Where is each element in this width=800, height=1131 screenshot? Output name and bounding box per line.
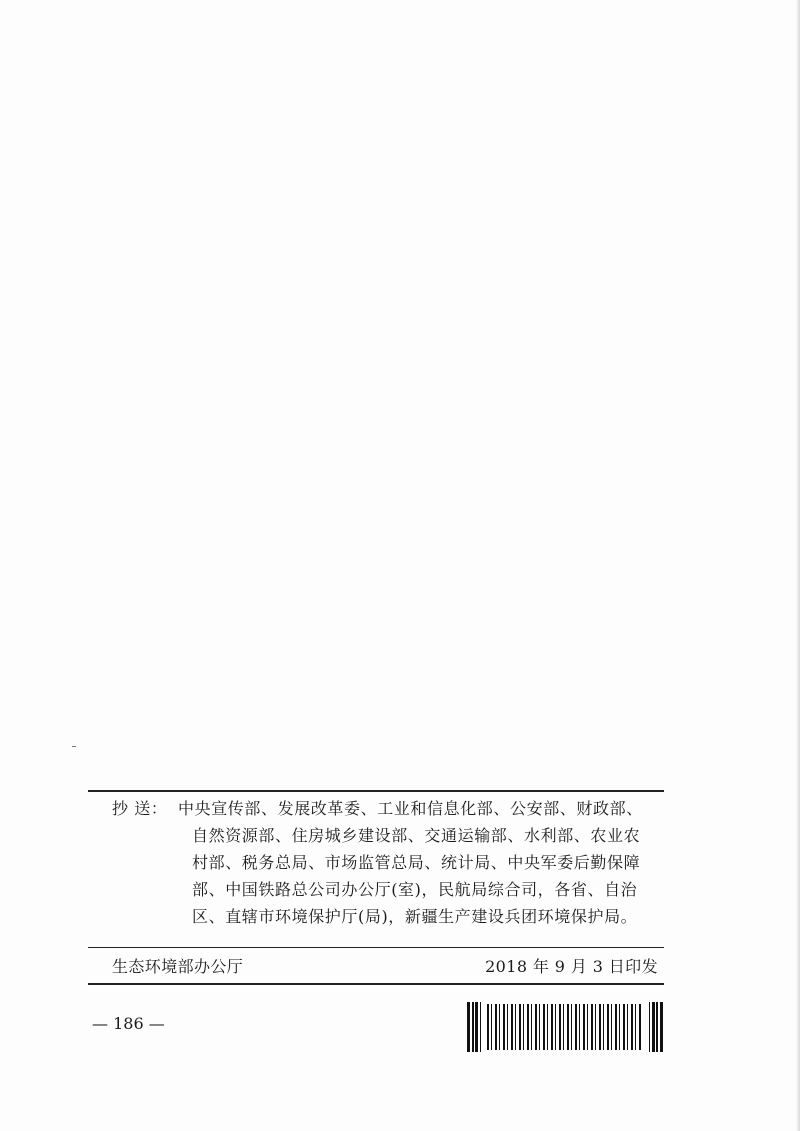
page-number: — 186 — [92,1014,165,1033]
issuer-name: 生态环境部办公厅 [112,957,244,976]
issuance-row [112,955,658,979]
cc-block [112,795,664,930]
cc-text-4: 部、中国铁路总公司办公厅(室)，民航局综合司，各省、自治 [192,880,638,899]
cc-text-3: 村部、税务总局、市场监管总局、统计局、中央军委后勤保障 [192,853,641,872]
cc-line-5 [112,903,664,930]
barcode-icon [467,1002,663,1052]
cc-line-2 [112,822,664,849]
cc-line-4 [112,876,664,903]
page-edge-shadow [796,0,800,1131]
cc-text-1: 中央宣传部、发展改革委、工业和信息化部、公安部、财政部、 [178,799,643,818]
cc-line-3 [112,849,664,876]
middle-rule [88,947,664,948]
cc-text-5: 区、直辖市环境保护厅(局)，新疆生产建设兵团环境保护局。 [192,907,638,926]
cc-line-1 [112,795,664,822]
cc-text-2: 自然资源部、住房城乡建设部、交通运输部、水利部、农业农 [192,826,641,845]
top-rule [88,790,664,792]
cc-label: 抄 送： [112,799,168,818]
issue-date: 2018 年 9 月 3 日印发 [485,957,658,976]
barcode-matrix [487,1004,643,1050]
scan-speck [72,746,76,747]
bottom-rule [88,983,664,985]
